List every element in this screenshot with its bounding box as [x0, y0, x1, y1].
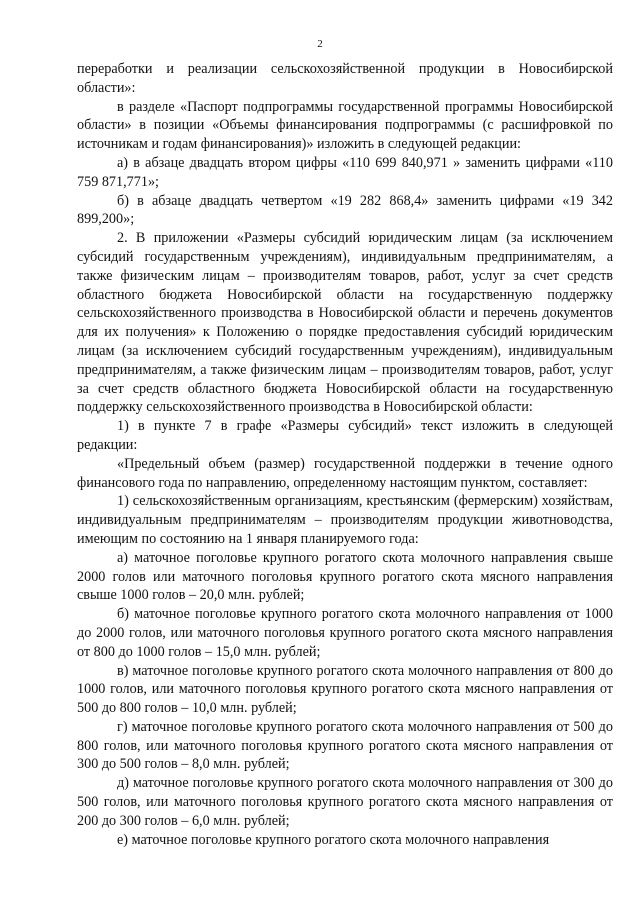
paragraph: г) маточное поголовье крупного рогатого скота молочного направления от 500 до 800 голов, или маточного поголовья крупного рогатого скота мясного направления от 300 до 500 голов – 8,0 млн. рублей;	[77, 718, 613, 773]
paragraph: а) в абзаце двадцать втором цифры «110 699 840,971 » заменить цифрами «110 759 871,771»;	[77, 154, 613, 190]
paragraph: в разделе «Паспорт подпрограммы государственной программы Новосибирской области» в позиции «Объемы финансирования подпрограммы (с расшифровкой по источникам и годам финансирования)» изложить в следующей редакции:	[77, 98, 613, 153]
paragraph: б) в абзаце двадцать четвертом «19 282 868,4» заменить цифрами «19 342 899,200»;	[77, 192, 613, 228]
paragraph: е) маточное поголовье крупного рогатого скота молочного направления	[117, 831, 550, 848]
paragraph: а) маточное поголовье крупного рогатого скота молочного направления свыше 2000 голов или маточного поголовья крупного рогатого скота мясного направления свыше 1000 голов – 20,0 млн. рублей;	[77, 549, 613, 604]
paragraph: д) маточное поголовье крупного рогатого скота молочного направления от 300 до 500 голов, или маточного поголовья крупного рогатого скота мясного направления от 200 до 300 голов – 6,0 млн. рублей;	[77, 775, 613, 829]
paragraph: 1) в пункте 7 в графе «Размеры субсидий» текст изложить в следующей редакции:	[77, 418, 613, 453]
paragraph: 2. В приложении «Размеры субсидий юридическим лицам (за исключением субсидий государственным учреждениям), индивидуальным предпринимателям, а также физическим лицам – производителям товаров, работ, услуг за счет средств областного бюджета Новосибирской области на государственную поддержку сельскохозяйственного производства в Новосибирской области и перечень документов для их получения» к Положению о порядке предоставления субсидий юридическим лицам (за исключением субсидий государственным учреждениям), индивидуальным предпринимателям, а также физическим лицам – производителям товаров, работ, услуг за счет средств областного бюджета Новосибирской области на государственную поддержку сельскохозяйственного производства в Новосибирской области:	[77, 230, 613, 416]
paragraph: переработки и реализации сельскохозяйственной продукции в Новосибирской области»:	[77, 61, 613, 96]
page-number: 2	[317, 38, 323, 50]
document-body	[77, 60, 613, 849]
paragraph: «Предельный объем (размер) государственной поддержки в течение одного финансового года по направлению, определенному настоящим пунктом, составляет:	[77, 455, 613, 491]
paragraph: в) маточное поголовье крупного рогатого скота молочного направления от 800 до 1000 голов, или маточного поголовья крупного рогатого скота мясного направления от 500 до 800 голов – 10,0 млн. рублей;	[77, 662, 613, 717]
paragraph: 1) сельскохозяйственным организациям, крестьянским (фермерским) хозяйствам, индивидуальным предпринимателям – производителям продукции животноводства, имеющим по состоянию на 1 января планируемого года:	[77, 493, 613, 547]
paragraph: б) маточное поголовье крупного рогатого скота молочного направления от 1000 до 2000 голов, или маточного поголовья крупного рогатого скота мясного направления от 800 до 1000 голов – 15,0 млн. рублей;	[77, 606, 613, 660]
